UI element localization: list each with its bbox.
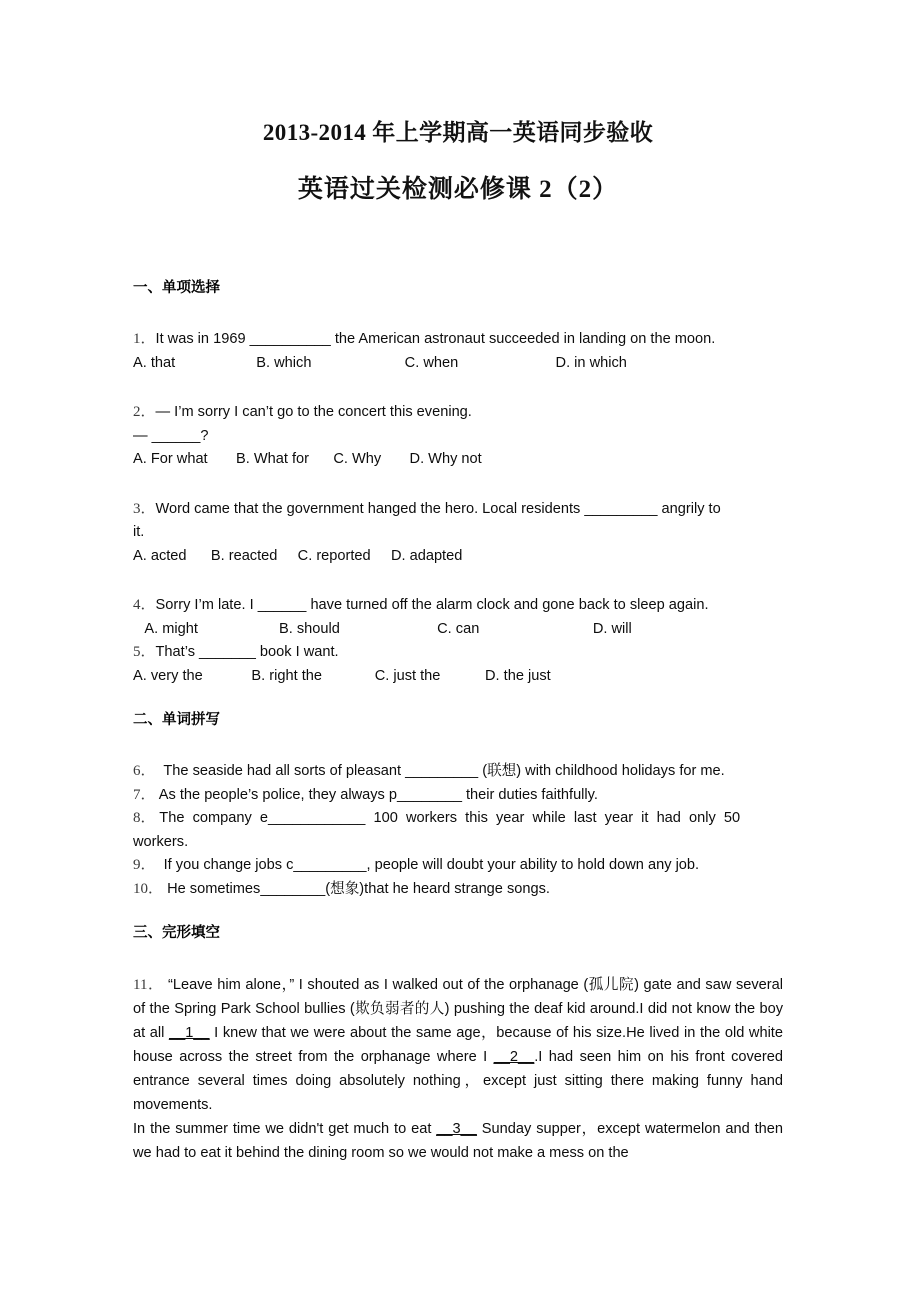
cloze-gap-2: __2__ [493, 1049, 535, 1065]
question-4-options: A. might B. should C. can D. will [133, 620, 632, 637]
spelling-8-text: The company e____________ 100 workers this year while last year it had only 50 [155, 810, 741, 826]
cloze-gap-1: __1__ [168, 1025, 210, 1041]
cloze-p2-text-b: Sunday supper，except watermelon and then we had to eat it behind the dining room so we would not make a mess on the [133, 1121, 784, 1161]
cloze-p1-text-a: “Leave him alone，” I shouted as I walked out of the orphanage (孤儿院) gate and saw several of the Spring Park School bullies (欺负弱者的人) pushing the deaf kid around.I did not know the boy at all [133, 977, 783, 1041]
question-5-stem [133, 641, 783, 665]
question-1-number: 1． [133, 331, 156, 347]
question-5-number: 5． [133, 644, 156, 660]
question-5-text: That’s _______ book I want. [155, 644, 339, 660]
spelling-10-text: He sometimes________(想象)that he heard strange songs. [163, 880, 550, 897]
spelling-7-number: 7． [133, 786, 156, 803]
spelling-item-7 [133, 784, 783, 808]
spelling-item-6 [133, 760, 783, 784]
spelling-item-8 [133, 807, 783, 854]
spelling-6-text: The seaside had all sorts of pleasant _________ (联想) with childhood holidays for me. [155, 763, 725, 779]
section-heading-multiple-choice: 一、单项选择 [133, 280, 220, 296]
title-block [138, 118, 778, 206]
question-5-options: A. very the B. right the C. just the D. the just [133, 667, 551, 684]
question-2-text: — I’m sorry I can’t go to the concert this evening. [155, 404, 472, 420]
question-4-text: Sorry I’m late. I ______ have turned off the alarm clock and gone back to sleep again. [155, 597, 709, 613]
document-body [133, 278, 783, 1165]
question-2-stem [133, 401, 783, 425]
question-3-stem-line-2: it. [133, 524, 145, 540]
question-item-5 [133, 641, 783, 688]
spelling-9-number: 9． [133, 857, 156, 873]
document-title-line-2: 英语过关检测必修课 2（2） [297, 176, 619, 203]
question-item-4 [133, 594, 783, 641]
question-1-options: A. that B. which C. when D. in which [133, 354, 627, 371]
cloze-p1-text-b: I knew that we were about the same age，because of his size.He lived in the old white house across the street from the orphanage where I [133, 1025, 783, 1065]
spelling-8-text-line-2: workers. [133, 833, 189, 850]
section-heading-word-spelling: 二、单词拼写 [133, 712, 220, 728]
cloze-p1-text-c: .I had seen him on his front covered entrance several times doing absolutely nothing，except just sitting there making funny hand movements. [133, 1049, 783, 1113]
spelling-item-10 [133, 878, 783, 902]
spelling-10-number: 10． [133, 880, 164, 897]
question-item-3 [133, 498, 783, 569]
question-2-stem-line-2: — ______? [133, 427, 209, 444]
spelling-item-9 [133, 854, 783, 878]
cloze-gap-3: __3__ [436, 1121, 477, 1137]
question-3-options: A. acted B. reacted C. reported D. adapted [133, 547, 463, 564]
section-heading-cloze: 三、完形填空 [133, 925, 220, 941]
spelling-8-number: 8． [133, 810, 156, 826]
cloze-paragraph-1 [133, 973, 783, 1117]
spelling-6-number: 6． [133, 763, 156, 779]
question-1-text: It was in 1969 __________ the American astronaut succeeded in landing on the moon. [155, 331, 716, 347]
question-1-stem [133, 328, 783, 352]
question-2-number: 2． [133, 404, 156, 420]
question-2-options: A. For what B. What for C. Why D. Why not [133, 451, 482, 467]
question-item-2 [133, 401, 783, 472]
question-3-stem [133, 498, 783, 522]
cloze-number: 11． [133, 977, 164, 993]
cloze-paragraph-2 [133, 1117, 783, 1165]
spelling-7-text: As the people’s police, they always p________ their duties faithfully. [155, 786, 598, 803]
question-item-1 [133, 328, 783, 375]
question-3-text: Word came that the government hanged the hero. Local residents _________ angrily to [155, 500, 721, 517]
question-3-number: 3． [133, 500, 156, 517]
document-title-line-1: 2013-2014 年上学期高一英语同步验收 [262, 120, 654, 145]
question-4-stem [133, 594, 783, 618]
cloze-p2-text-a: In the summer time we didn't get much to eat [133, 1121, 437, 1137]
spelling-9-text: If you change jobs c_________, people will doubt your ability to hold down any job. [155, 857, 700, 873]
question-4-number: 4． [133, 597, 156, 613]
